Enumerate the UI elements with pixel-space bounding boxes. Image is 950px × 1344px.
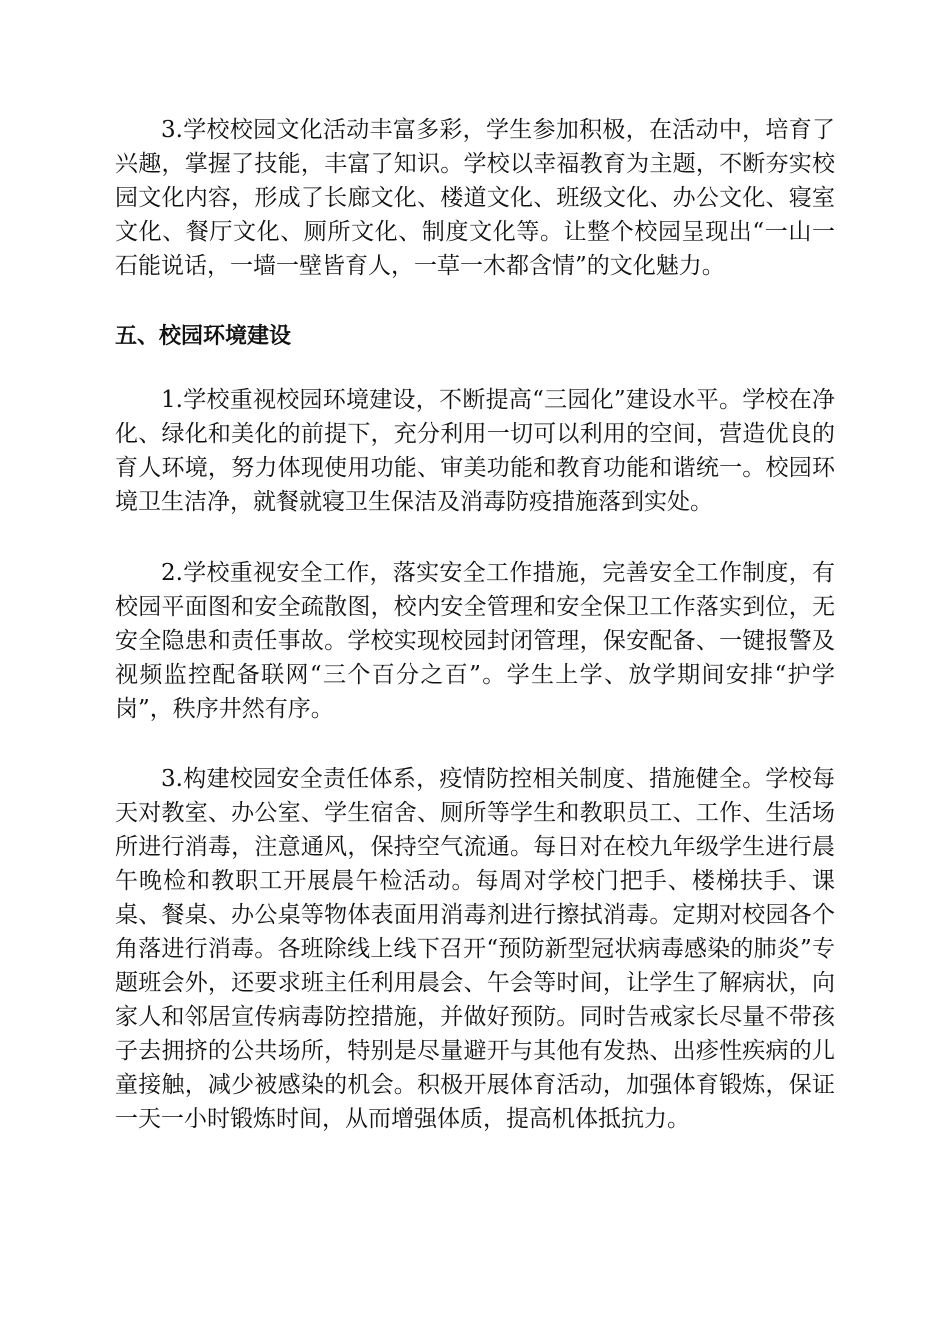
paragraph-culture-activities (115, 113, 835, 283)
section-heading: 五、校园环境建设 (115, 324, 292, 349)
section-title-campus-environment (115, 320, 835, 354)
paragraph-text: 2.学校重视安全工作，落实安全工作措施，完善安全工作制度，有校园平面图和安全疏散图，校内安全管理和安全保卫工作落实到位，无安全隐患和责任事故。学校实现校园封闭管理，保安配备、一键报警及视频监控配备联网“三个百分之百”。学生上学、放学期间安排“护学岗”，秩序井然有序。 (115, 560, 835, 722)
paragraph-safety-work (115, 556, 835, 726)
paragraph-text: 3.学校校园文化活动丰富多彩，学生参加积极，在活动中，培育了兴趣，掌握了技能，丰富了知识。学校以幸福教育为主题，不断夯实校园文化内容，形成了长廊文化、楼道文化、班级文化、办公文化、寝室文化、餐厅文化、厕所文化、制度文化等。让整个校园呈现出“一山一石能说话，一墙一壁皆育人，一草一木都含情”的文化魅力。 (115, 117, 835, 279)
paragraph-environment-construction (115, 383, 835, 519)
paragraph-text: 1.学校重视校园环境建设，不断提高“三园化”建设水平。学校在净化、绿化和美化的前提下，充分利用一切可以利用的空间，营造优良的育人环境，努力体现使用功能、审美功能和教育功能和谐统一。校园环境卫生洁净，就餐就寝卫生保洁及消毒防疫措施落到实处。 (115, 387, 835, 515)
paragraph-text: 3.构建校园安全责任体系，疫情防控相关制度、措施健全。学校每天对教室、办公室、学生宿舍、厕所等学生和教职员工、工作、生活场所进行消毒，注意通风，保持空气流通。每日对在校九年级学生进行晨午晚检和教职工开展晨午检活动。每周对学校门把手、楼梯扶手、课桌、餐桌、办公桌等物体表面用消毒剂进行擦拭消毒。定期对校园各个角落进行消毒。各班除线上线下召开“预防新型冠状病毒感染的肺炎”专题班会外，还要求班主任利用晨会、午会等时间，让学生了解病状，向家人和邻居宣传病毒防控措施，并做好预防。同时告戒家长尽量不带孩子去拥挤的公共场所，特别是尽量避开与其他有发热、出疹性疾病的儿童接触，减少被感染的机会。积极开展体育活动，加强体育锻炼，保证一天一小时锻炼时间，从而增强体质，提高机体抵抗力。 (115, 766, 835, 1132)
paragraph-epidemic-prevention (115, 762, 835, 1136)
